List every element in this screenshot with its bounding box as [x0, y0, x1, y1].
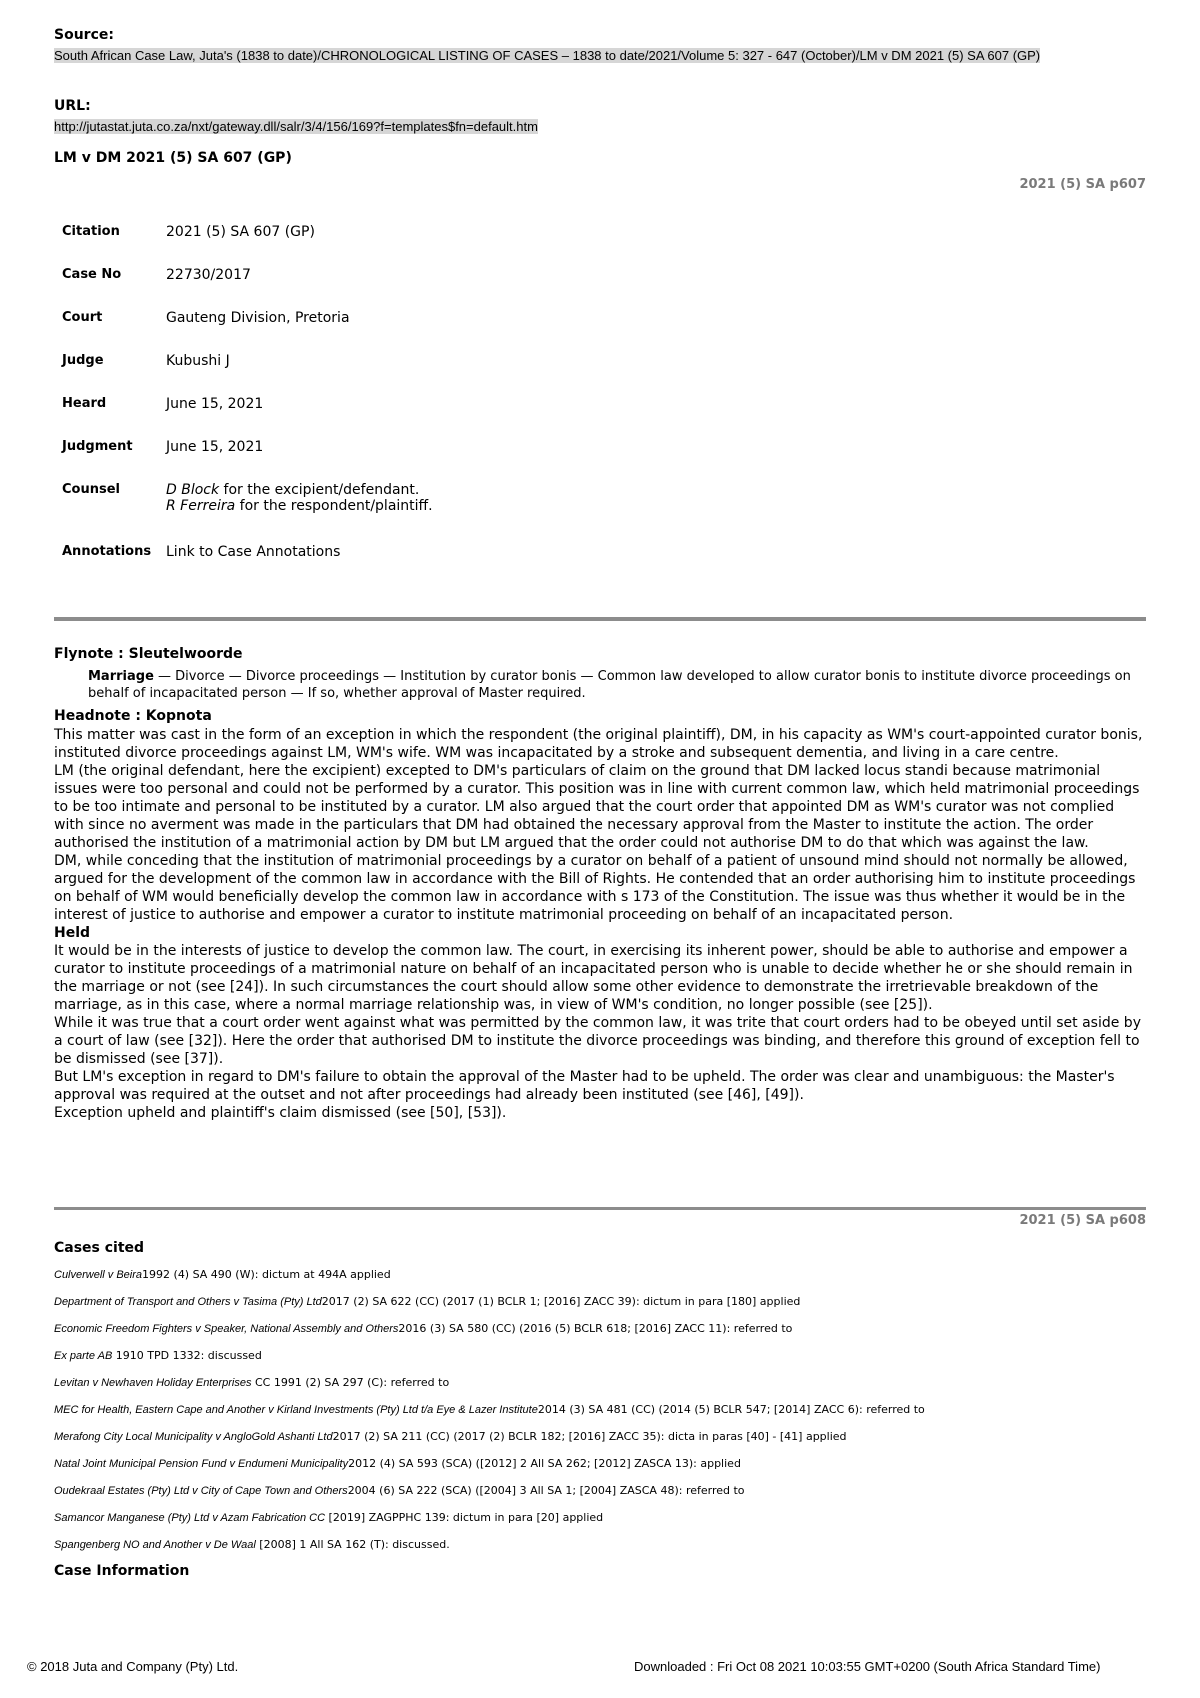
cited-case-name: Ex parte AB: [54, 1350, 113, 1362]
case-title: LM v DM 2021 (5) SA 607 (GP): [54, 150, 292, 166]
court-row: [62, 310, 433, 353]
counsel-name: R Ferreira: [166, 498, 236, 514]
held-paragraph: While it was true that a court order went against what was permitted by the common law, it was trite that court orders had to be obeyed until set aside by a court of law (see [32]). Here the order that authorised DM to institute the divorce proceedings was binding, and therefore this ground of exception fell to be dismissed (see [37]).: [54, 1015, 1141, 1067]
cited-case: [54, 1484, 1146, 1511]
judge-row: [62, 353, 433, 396]
cited-case: [54, 1538, 1146, 1565]
cited-case-name: Merafong City Local Municipality v AngloGold Ashanti Ltd: [54, 1431, 333, 1443]
flynote-body: — Divorce — Divorce proceedings — Institution by curator bonis — Common law developed to allow curator bonis to institute divorce proceedings on behalf of incapacitated person — If so, whether approval of Master required.: [88, 669, 1131, 701]
cited-case-name: Spangenberg NO and Another v De Waal: [54, 1539, 256, 1551]
url-label: URL:: [54, 98, 91, 114]
cited-case-ref: 2004 (6) SA 222 (SCA) ([2004] 3 All SA 1; [2004] ZASCA 48): referred to: [347, 1484, 745, 1497]
case-no-value: 22730/2017: [166, 267, 251, 283]
counsel-role: for the respondent/plaintiff.: [235, 498, 433, 514]
heard-value: June 15, 2021: [166, 396, 264, 412]
cited-case-ref: 2017 (2) SA 622 (CC) (2017 (1) BCLR 1; [2016] ZACC 39): dictum in para [180] applied: [321, 1295, 801, 1308]
cited-case-ref: 2017 (2) SA 211 (CC) (2017 (2) BCLR 182; [2016] ZACC 35): dicta in paras [40] - [41] applied: [332, 1430, 847, 1443]
headnote-heading: Headnote : Kopnota: [54, 708, 212, 724]
cited-case-ref: [2008] 1 All SA 162 (T): discussed.: [255, 1538, 450, 1551]
held-paragraph: It would be in the interests of justice to develop the common law. The court, in exercising its inherent power, should be able to authorise and empower a curator to institute proceedings of a matrimonial nature on behalf of an incapacitated person who is unable to decide whether he or she should remain in the marriage or not (see [24]). In such circumstances the court should allow some other evidence to demonstrate the irretrievable breakdown of the marriage, as in this case, where a normal marriage relationship was, in view of WM's condition, no longer possible (see [25]).: [54, 943, 1133, 1013]
counsel-value: [166, 482, 433, 544]
cited-case-name: Department of Transport and Others v Tasima (Pty) Ltd: [54, 1296, 322, 1308]
source-path: [54, 45, 1146, 64]
cited-case-name: Natal Joint Municipal Pension Fund v Endumeni Municipality: [54, 1458, 349, 1470]
case-info-table: [62, 224, 433, 587]
section-divider: [54, 617, 1146, 621]
headnote-paragraph: This matter was cast in the form of an exception in which the respondent (the original plaintiff), DM, in his capacity as WM's court-appointed curator bonis, instituted divorce proceedings against LM, WM's wife. WM was incapacitated by a stroke and subsequent dementia, and living in a care centre.: [54, 727, 1143, 761]
cited-case-name: Economic Freedom Fighters v Speaker, National Assembly and Others: [54, 1323, 399, 1335]
counsel-line: [166, 498, 433, 514]
counsel-role: for the excipient/defendant.: [219, 482, 420, 498]
held-paragraph: Exception upheld and plaintiff's claim dismissed (see [50], [53]).: [54, 1105, 507, 1121]
court-value: Gauteng Division, Pretoria: [166, 310, 350, 326]
flynote-topic: Marriage: [88, 669, 154, 684]
court-label: Court: [62, 310, 103, 325]
cited-case-name: Culverwell v Beira: [54, 1269, 143, 1281]
judgment-row: [62, 439, 433, 482]
counsel-label: Counsel: [62, 482, 120, 497]
held-paragraph: But LM's exception in regard to DM's failure to obtain the approval of the Master had to be upheld. The order was clear and unambiguous: the Master's approval was required at the outset and not after proceedings had already been instituted (see [46], [49]).: [54, 1069, 1115, 1103]
flynote-text: [88, 668, 1146, 702]
cited-case: [54, 1376, 1146, 1403]
heard-label: Heard: [62, 396, 107, 411]
heard-row: [62, 396, 433, 439]
headnote-paragraph: DM, while conceding that the institution of matrimonial proceedings by a curator on behalf of a patient of unsound mind should not normally be allowed, argued for the development of the common law in accordance with the Bill of Rights. He contended that an order authorising him to institute proceedings on behalf of WM would beneficially develop the common law in accordance with s 173 of the Constitution. The issue was thus whether it would be in the interest of justice to authorise and empower a curator to institute matrimonial proceeding on behalf of an incapacitated person.: [54, 853, 1136, 923]
counsel-row: [62, 482, 433, 544]
cited-case-name: Levitan v Newhaven Holiday Enterprises: [54, 1377, 252, 1389]
cited-case: [54, 1322, 1146, 1349]
page-reference: 2021 (5) SA p608: [1019, 1213, 1146, 1228]
case-no-label: Case No: [62, 267, 122, 282]
counsel-line: [166, 482, 433, 498]
cited-case: [54, 1511, 1146, 1538]
headnote-paragraph: LM (the original defendant, here the excipient) excepted to DM's particulars of claim on the ground that DM lacked locus standi because matrimonial issues were too personal and could not be performed by a curator. This position was in line with current common law, which held matrimonial proceedings to be too intimate and personal to be instituted by a curator. LM also argued that the court order that appointed DM as WM's curator was not complied with since no averment was made in the particulars that DM had obtained the necessary approval from the Master to institute the action. The order authorised the institution of a matrimonial action by DM but LM argued that the order could not authorise DM to do that which was against the law.: [54, 763, 1140, 851]
footer-copyright: © 2018 Juta and Company (Pty) Ltd.: [27, 1659, 239, 1674]
cited-case-name: Oudekraal Estates (Pty) Ltd v City of Cape Town and Others: [54, 1485, 348, 1497]
flynote-heading: Flynote : Sleutelwoorde: [54, 646, 243, 662]
footer-downloaded: Downloaded : Fri Oct 08 2021 10:03:55 GMT+0200 (South Africa Standard Time): [634, 1659, 1101, 1674]
cited-case-ref: 2014 (3) SA 481 (CC) (2014 (5) BCLR 547; [2014] ZACC 6): referred to: [537, 1403, 925, 1416]
source-label: Source:: [54, 27, 114, 43]
cited-case-name: MEC for Health, Eastern Cape and Another v Kirland Investments (Pty) Ltd t/a Eye & Lazer Institute: [54, 1404, 538, 1416]
citation-value: 2021 (5) SA 607 (GP): [166, 224, 315, 240]
cases-cited-heading: Cases cited: [54, 1240, 145, 1256]
annotations-link[interactable]: Link to Case Annotations: [166, 544, 341, 560]
case-no-row: [62, 267, 433, 310]
cited-case: [54, 1295, 1146, 1322]
judgment-value: June 15, 2021: [166, 439, 264, 455]
cited-case: [54, 1457, 1146, 1484]
judge-label: Judge: [62, 353, 104, 368]
cited-case: [54, 1403, 1146, 1430]
url-link-text[interactable]: http://jutastat.juta.co.za/nxt/gateway.dll/salr/3/4/156/169?f=templates$fn=default.htm: [54, 119, 538, 134]
judge-value: Kubushi J: [166, 353, 230, 369]
url-link[interactable]: [54, 116, 538, 135]
held-heading: Held: [54, 925, 91, 941]
counsel-name: D Block: [166, 482, 220, 498]
annotations-label: Annotations: [62, 544, 152, 559]
headnote-body: [54, 726, 1146, 1122]
cited-case-ref: CC 1991 (2) SA 297 (C): referred to: [251, 1376, 450, 1389]
cited-case-ref: 1910 TPD 1332: discussed: [112, 1349, 262, 1362]
cited-case: [54, 1430, 1146, 1457]
cited-case: [54, 1268, 1146, 1295]
section-divider: [54, 1207, 1146, 1210]
judgment-label: Judgment: [62, 439, 133, 454]
cited-case-ref: 2012 (4) SA 593 (SCA) ([2012] 2 All SA 262; [2012] ZASCA 13): applied: [348, 1457, 741, 1470]
annotations-row: [62, 544, 433, 587]
cited-case-ref: 1992 (4) SA 490 (W): dictum at 494A applied: [142, 1268, 391, 1281]
cases-cited-list: [54, 1268, 1146, 1565]
source-path-text: South African Case Law, Juta's (1838 to date)/CHRONOLOGICAL LISTING OF CASES – 1838 to date/2021/Volume 5: 327 - 647 (October)/LM v DM 2021 (5) SA 607 (GP): [54, 48, 1041, 63]
citation-label: Citation: [62, 224, 120, 239]
cited-case: [54, 1349, 1146, 1376]
case-information-heading: Case Information: [54, 1563, 190, 1579]
page-reference: 2021 (5) SA p607: [1019, 177, 1146, 192]
cited-case-ref: 2016 (3) SA 580 (CC) (2016 (5) BCLR 618; [2016] ZACC 11): referred to: [398, 1322, 793, 1335]
cited-case-ref: [2019] ZAGPPHC 139: dictum in para [20] applied: [325, 1511, 604, 1524]
cited-case-name: Samancor Manganese (Pty) Ltd v Azam Fabrication CC: [54, 1512, 326, 1524]
citation-row: [62, 224, 433, 267]
